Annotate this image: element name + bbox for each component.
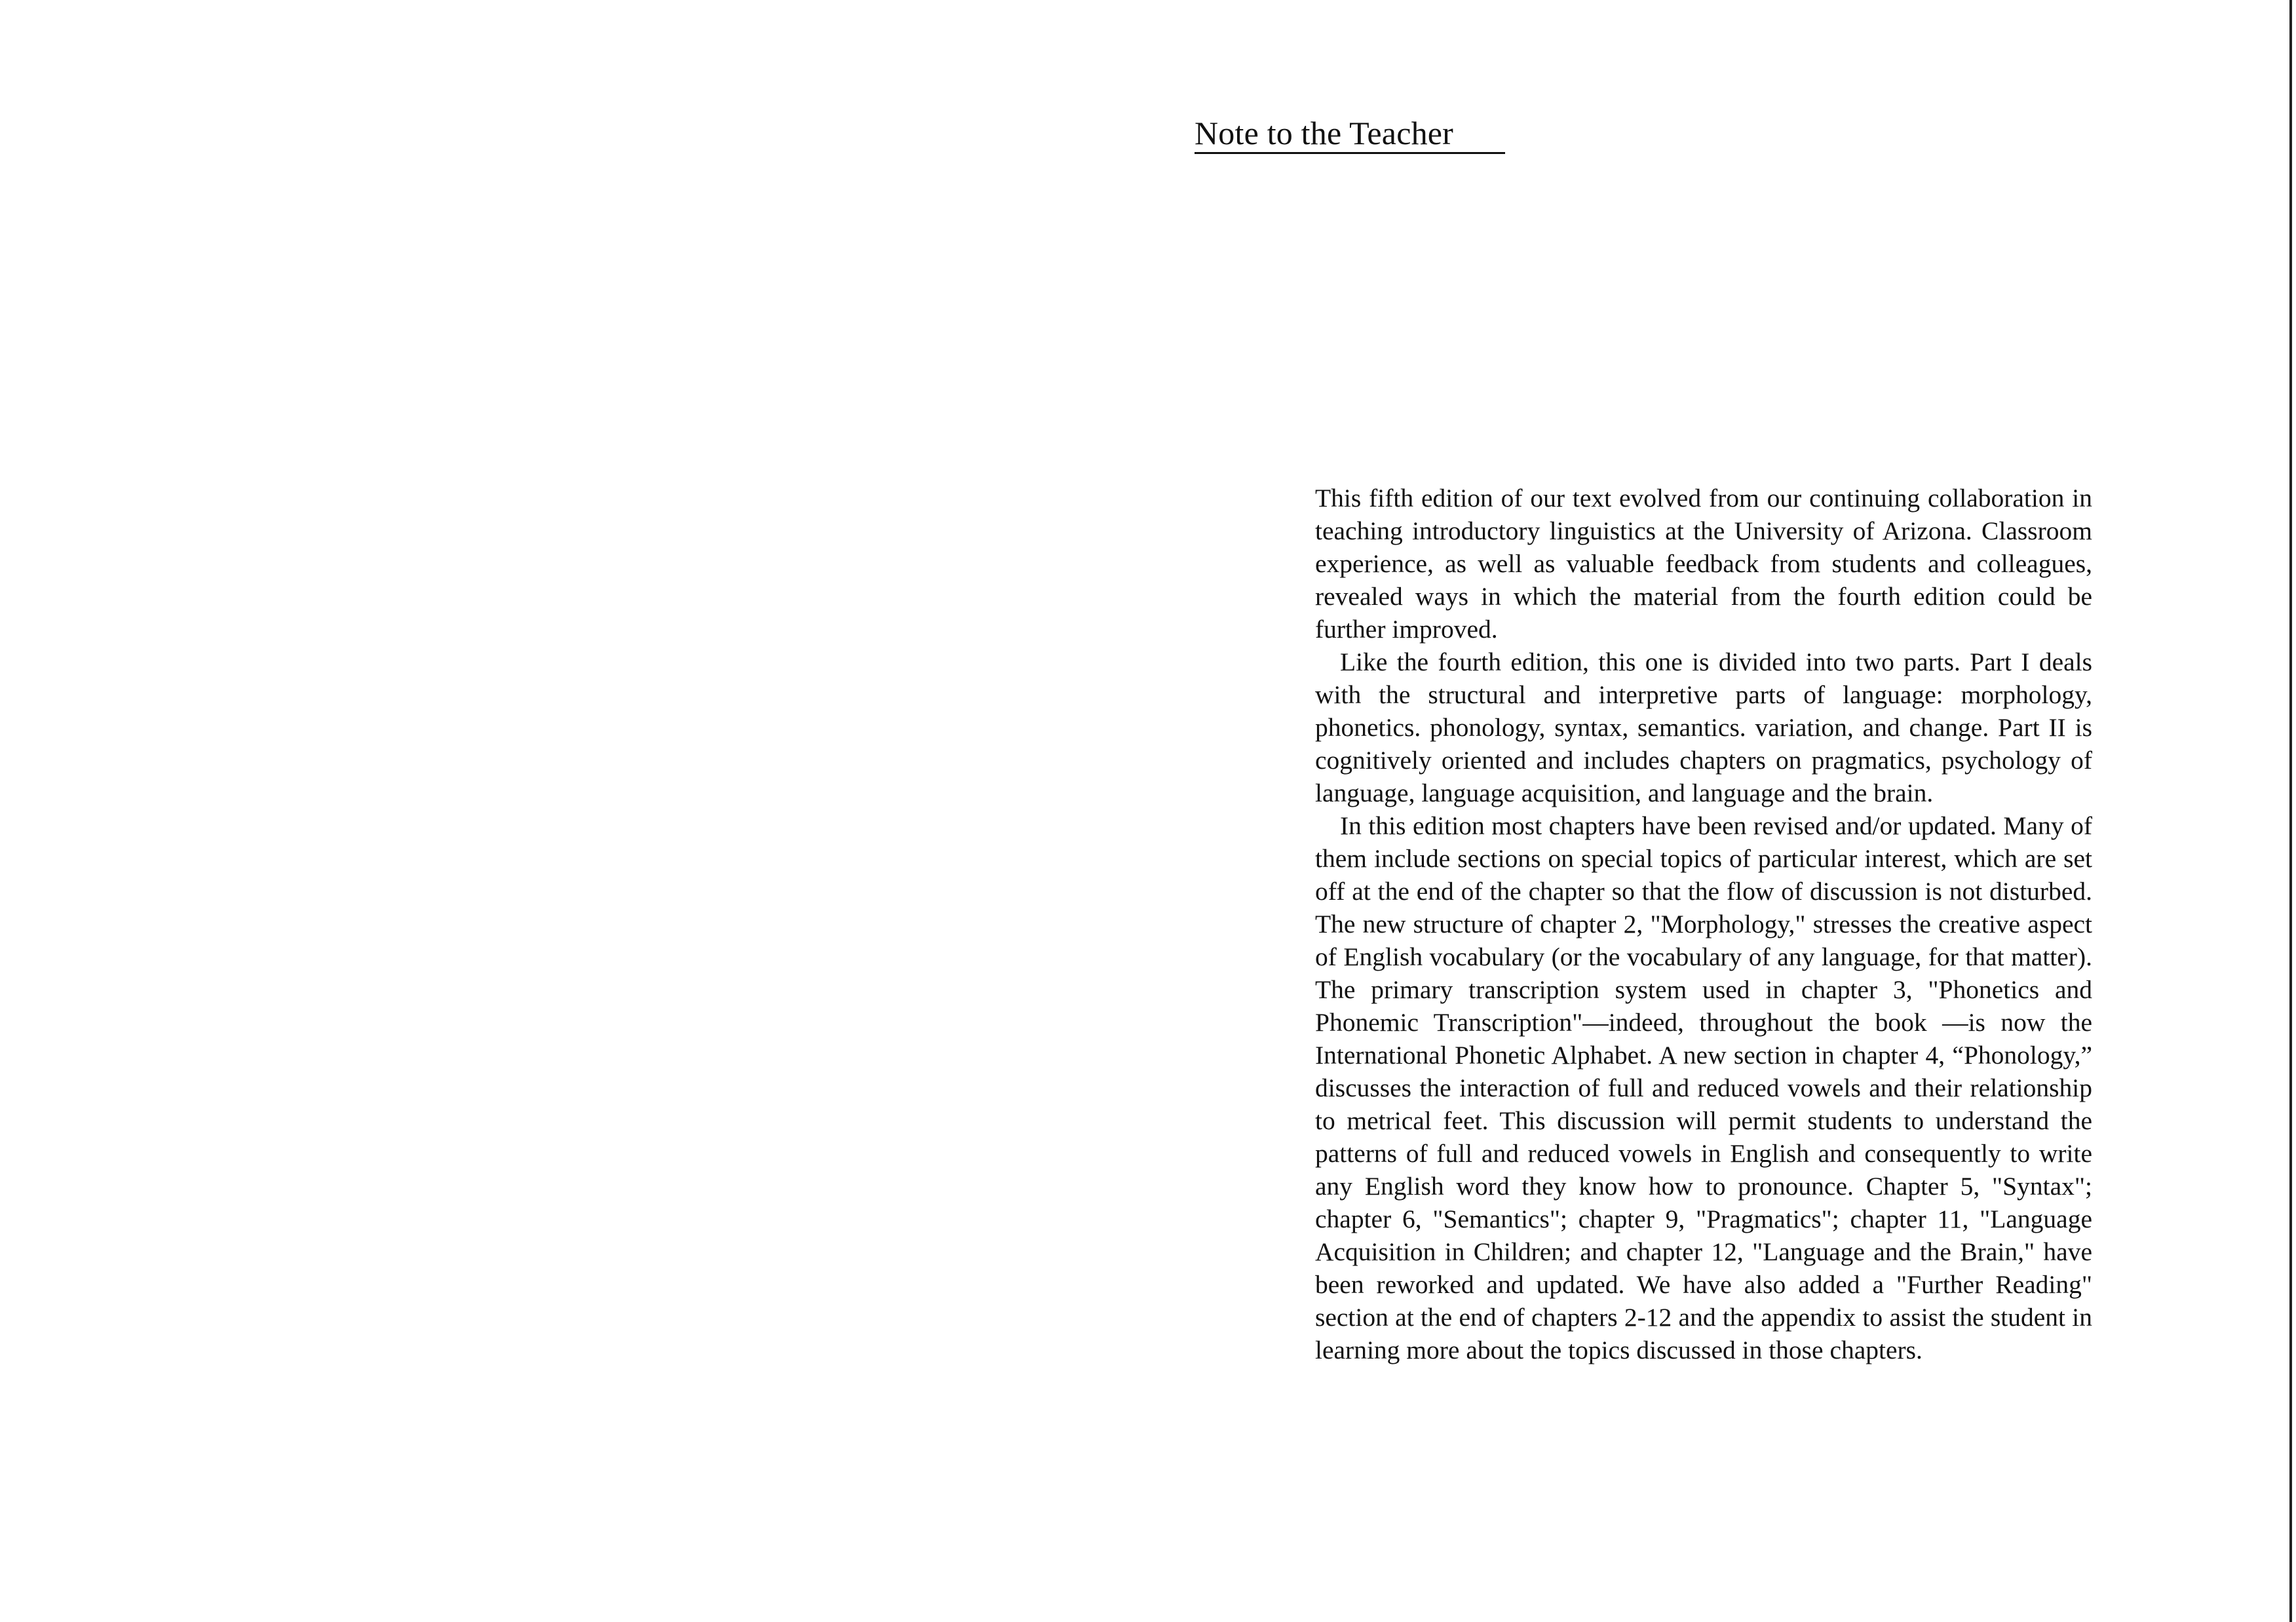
page-title: Note to the Teacher — [1195, 115, 1454, 151]
page-edge-line — [2289, 0, 2292, 1622]
title-underline — [1195, 152, 1505, 154]
page-title-block — [1195, 113, 1505, 160]
paragraph-3: In this edition most chapters have been revised and/or updated. Many of them include sections on special topics of particular interest, which are set off at the end of the chapter so that the flow of discussion is not disturbed. The new structure of chapter 2, "Morphology," stresses the creative aspect of English vocabulary (or the vocabulary of any language, for that matter). The primary transcription system used in chapter 3, "Phonetics and Phonemic Transcription"—indeed, throughout the book —is now the International Phonetic Alphabet. A new section in chapter 4, “Phonology,” discusses the interaction of full and reduced vowels and their relationship to metrical feet. This discussion will permit students to understand the patterns of full and reduced vowels in English and consequently to write any English word they know how to pronounce. Chapter 5, "Syntax"; chapter 6, "Semantics"; chapter 9, "Pragmatics"; chapter 11, "Language Acquisition in Children; and chapter 12, "Language and the Brain," have been reworked and updated. We have also added a "Further Reading" section at the end of chapters 2-12 and the appendix to assist the student in learning more about the topics discussed in those chapters. — [1315, 811, 2092, 1364]
body-text — [1315, 482, 2092, 1366]
paragraph-1: This fifth edition of our text evolved from our continuing collaboration in teaching introductory linguistics at the University of Arizona. Classroom experience, as well as valuable feedback from students and colleagues, revealed ways in which the material from the fourth edition could be further improved. — [1315, 484, 2092, 644]
paragraph-2: Like the fourth edition, this one is divided into two parts. Part I deals with the structural and interpretive parts of language: morphology, phonetics. phonology, syntax, semantics. variation, and change. Part II is cognitively oriented and includes chapters on pragmatics, psychology of language, language acquisition, and language and the brain. — [1315, 647, 2092, 807]
